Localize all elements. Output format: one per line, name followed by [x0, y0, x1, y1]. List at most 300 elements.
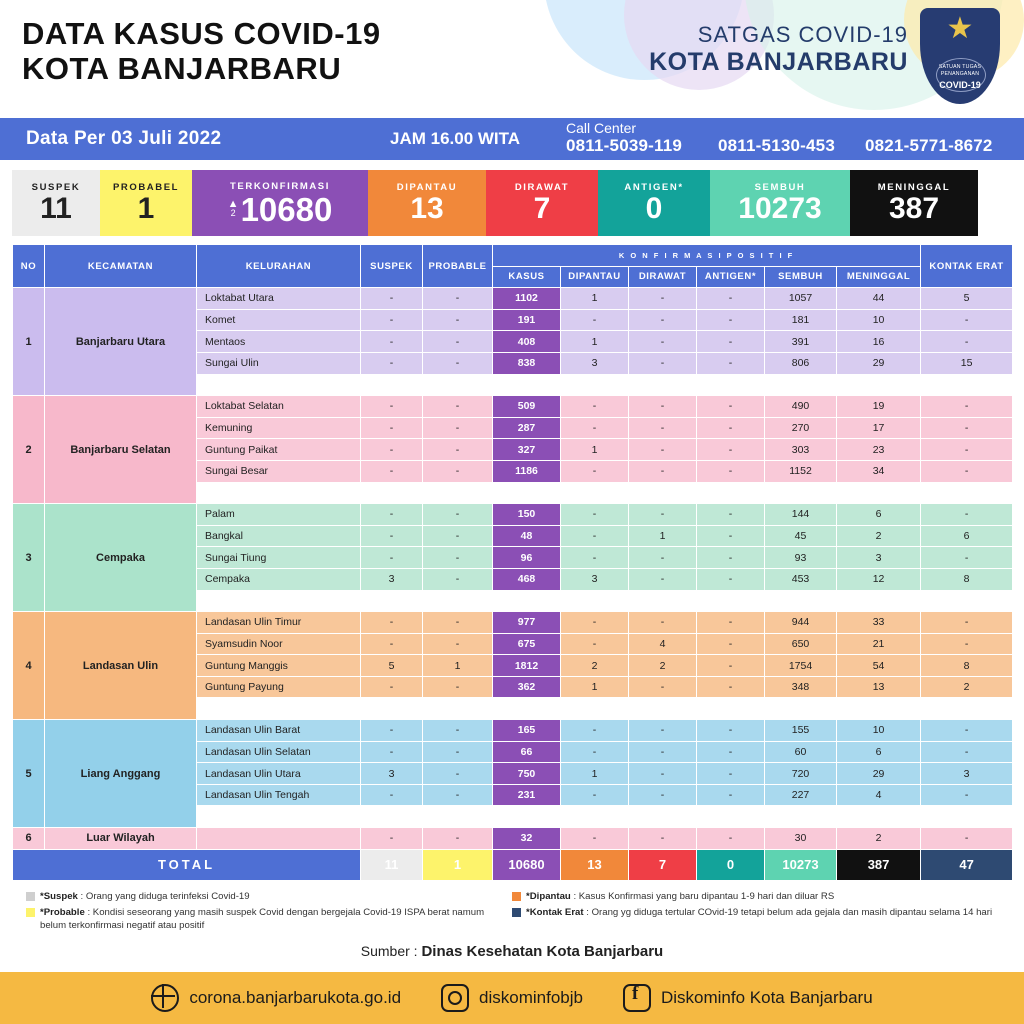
cell-meninggal: 54 [837, 655, 921, 677]
cell-sembuh: 1152 [765, 460, 837, 482]
cell-dirawat: - [629, 784, 697, 806]
cell-dipantau: 1 [561, 676, 629, 698]
th-antigen: ANTIGEN* [697, 266, 765, 288]
table-row [13, 396, 1013, 418]
cell-meninggal: 3 [837, 547, 921, 569]
legend-item [26, 891, 512, 904]
kecamatan-name: Landasan Ulin [45, 612, 197, 720]
kpi-label: SUSPEK [31, 182, 81, 193]
legend-text [40, 891, 250, 904]
cell-dipantau: - [561, 309, 629, 331]
facebook-icon [623, 984, 651, 1012]
kelurahan-name: Palam [197, 504, 361, 526]
cell-sembuh: 30 [765, 828, 837, 850]
row-number: 6 [13, 828, 45, 850]
kpi-value: 10680 [240, 190, 333, 228]
cell-probable: - [423, 612, 493, 634]
cell-suspek: - [361, 525, 423, 547]
total-dirawat: 7 [629, 849, 697, 880]
cell-kontak: - [921, 612, 1013, 634]
kpi-value: 1 [137, 192, 155, 225]
total-suspek: 11 [361, 849, 423, 880]
cell-suspek: - [361, 547, 423, 569]
cell-sembuh: 806 [765, 352, 837, 374]
cell-suspek: - [361, 331, 423, 353]
cell-antigen: - [697, 309, 765, 331]
legend-term: *Suspek [40, 890, 78, 902]
subtotal-probable: - [423, 590, 493, 612]
cell-dirawat: - [629, 460, 697, 482]
source-label: Sumber : [360, 943, 418, 960]
subtotal-kasus: 2539 [493, 374, 561, 396]
cell-sembuh: 45 [765, 525, 837, 547]
date-bar [0, 118, 1024, 160]
cell-kontak: - [921, 309, 1013, 331]
subtotal-antigen: - [697, 698, 765, 720]
kpi-label: PROBABEL [112, 182, 180, 193]
cell-suspek: - [361, 309, 423, 331]
cell-kasus: 750 [493, 763, 561, 785]
cell-antigen: - [697, 720, 765, 742]
subtotal-sembuh: 2435 [765, 374, 837, 396]
cell-kasus: 165 [493, 720, 561, 742]
th-kontak-erat: KONTAK ERAT [921, 245, 1013, 288]
cell-dipantau: - [561, 828, 629, 850]
cell-meninggal: 2 [837, 525, 921, 547]
row-number: 5 [13, 720, 45, 828]
subtotal-probable: - [423, 374, 493, 396]
cell-probable: - [423, 525, 493, 547]
subtotal-label: JUMLAH [197, 698, 361, 720]
logo-text-2: PENANGANAN [940, 71, 980, 77]
cell-suspek: - [361, 504, 423, 526]
cell-probable: - [423, 568, 493, 590]
cell-dirawat: - [629, 676, 697, 698]
subtotal-suspek: - [361, 482, 423, 504]
cell-probable: - [423, 352, 493, 374]
cell-antigen: - [697, 504, 765, 526]
cell-kontak: - [921, 396, 1013, 418]
subtotal-antigen: - [697, 482, 765, 504]
footer-instagram[interactable] [441, 984, 583, 1012]
subtotal-probable: 1 [423, 698, 493, 720]
total-kontak: 47 [921, 849, 1013, 880]
cell-kasus: 1102 [493, 288, 561, 310]
legend-term: *Dipantau [526, 890, 571, 902]
cell-dipantau: 1 [561, 288, 629, 310]
kelurahan-name: Guntung Paikat [197, 439, 361, 461]
cell-antigen: - [697, 331, 765, 353]
subtotal-kontak: 10 [921, 698, 1013, 720]
kpi-value: 13 [410, 192, 444, 225]
cell-dipantau: 3 [561, 568, 629, 590]
cell-meninggal: 17 [837, 417, 921, 439]
subtotal-meninggal: 93 [837, 482, 921, 504]
cell-meninggal: 44 [837, 288, 921, 310]
garuda-icon: ★ [946, 12, 974, 45]
cell-kasus: 48 [493, 525, 561, 547]
cell-dipantau: - [561, 396, 629, 418]
subtotal-sembuh: 735 [765, 590, 837, 612]
th-suspek: SUSPEK [361, 245, 423, 288]
cell-probable: - [423, 288, 493, 310]
subtotal-suspek: 3 [361, 806, 423, 828]
cell-dipantau: - [561, 547, 629, 569]
cell-probable: - [423, 676, 493, 698]
row-number: 1 [13, 288, 45, 396]
kpi-card-meninggal [850, 170, 978, 236]
cell-sembuh: 453 [765, 568, 837, 590]
logo-text-3: COVID-19 [939, 80, 981, 90]
kpi-card-probabel [100, 170, 192, 236]
cell-kontak: 2 [921, 676, 1013, 698]
kelurahan-name: Landasan Ulin Tengah [197, 784, 361, 806]
row-number: 4 [13, 612, 45, 720]
cell-dipantau: - [561, 460, 629, 482]
cell-probable: - [423, 547, 493, 569]
legend-desc: : Orang yang diduga terinfeksi Covid-19 [80, 890, 250, 902]
kelurahan-name: Loktabat Selatan [197, 396, 361, 418]
cell-suspek: - [361, 741, 423, 763]
cell-antigen: - [697, 396, 765, 418]
cell-sembuh: 303 [765, 439, 837, 461]
kelurahan-name: Guntung Payung [197, 676, 361, 698]
instagram-icon [441, 984, 469, 1012]
table-row [13, 288, 1013, 310]
cell-antigen: - [697, 417, 765, 439]
cell-dirawat: - [629, 288, 697, 310]
kelurahan-name: Syamsudin Noor [197, 633, 361, 655]
cell-probable: - [423, 331, 493, 353]
subtotal-kontak: 14 [921, 590, 1013, 612]
cell-antigen: - [697, 525, 765, 547]
total-antigen: 0 [697, 849, 765, 880]
satgas-line-1: SATGAS COVID-19 [697, 22, 908, 47]
legend-term: *Probable [40, 906, 85, 918]
legend-item [512, 891, 998, 904]
kpi-label: DIPANTAU [396, 182, 458, 193]
cell-dirawat: - [629, 309, 697, 331]
subtotal-dipantau: 1 [561, 806, 629, 828]
cell-kontak: 6 [921, 525, 1013, 547]
total-meninggal: 387 [837, 849, 921, 880]
subtotal-antigen: - [697, 590, 765, 612]
cell-kontak: 8 [921, 568, 1013, 590]
subtotal-kontak: - [921, 482, 1013, 504]
cell-meninggal: 10 [837, 720, 921, 742]
cell-sembuh: 144 [765, 504, 837, 526]
kpi-label: SEMBUH [754, 182, 806, 193]
subtotal-meninggal: 23 [837, 590, 921, 612]
kelurahan-name: Loktabat Utara [197, 288, 361, 310]
table-row [13, 612, 1013, 634]
cell-meninggal: 19 [837, 396, 921, 418]
cell-suspek: - [361, 417, 423, 439]
cell-dipantau: - [561, 504, 629, 526]
subtotal-kontak: 20 [921, 374, 1013, 396]
cell-suspek: - [361, 633, 423, 655]
kpi-label: MENINGGAL [877, 182, 951, 193]
kpi-card-suspek [12, 170, 100, 236]
cell-sembuh: 490 [765, 396, 837, 418]
legend-right [512, 891, 998, 936]
cell-suspek: - [361, 720, 423, 742]
cell-meninggal: 12 [837, 568, 921, 590]
cell-kontak: - [921, 828, 1013, 850]
subtotal-kasus: 3826 [493, 698, 561, 720]
cell-dirawat: - [629, 504, 697, 526]
cell-suspek: - [361, 828, 423, 850]
cell-meninggal: 33 [837, 612, 921, 634]
cell-antigen: - [697, 612, 765, 634]
cell-suspek: - [361, 676, 423, 698]
kpi-label: ANTIGEN* [624, 182, 684, 193]
kpi-value: 11 [40, 192, 72, 225]
kelurahan-name [197, 828, 361, 850]
th-meninggal: MENINGGAL [837, 266, 921, 288]
title-line-1: DATA KASUS COVID-19 [22, 16, 381, 51]
kelurahan-name: Guntung Manggis [197, 655, 361, 677]
th-dirawat: DIRAWAT [629, 266, 697, 288]
cell-probable: - [423, 417, 493, 439]
cell-dirawat: - [629, 396, 697, 418]
legend-desc: : Kondisi seseorang yang masih suspek Covid dengan bergejala Covid-19 ISPA berat namum belum terkonfirmasi negatif atau positif [40, 906, 485, 931]
cell-probable: - [423, 741, 493, 763]
cell-kontak: - [921, 547, 1013, 569]
cell-probable: 1 [423, 655, 493, 677]
subtotal-antigen: - [697, 374, 765, 396]
instagram-text: diskominfobjb [479, 988, 583, 1007]
cell-meninggal: 2 [837, 828, 921, 850]
cell-kontak: - [921, 331, 1013, 353]
cell-sembuh: 270 [765, 417, 837, 439]
header [0, 0, 1024, 118]
cell-dirawat: - [629, 417, 697, 439]
cell-sembuh: 60 [765, 741, 837, 763]
subtotal-probable: - [423, 806, 493, 828]
cell-antigen: - [697, 633, 765, 655]
legend-item [512, 907, 998, 920]
kpi-strip [12, 170, 1012, 236]
data-time: JAM 16.00 WITA [390, 129, 521, 148]
cell-dirawat: 1 [629, 525, 697, 547]
cell-antigen: - [697, 676, 765, 698]
kelurahan-name: Landasan Ulin Timur [197, 612, 361, 634]
cell-kontak: 8 [921, 655, 1013, 677]
cell-sembuh: 227 [765, 784, 837, 806]
table-row [13, 504, 1013, 526]
cell-meninggal: 29 [837, 763, 921, 785]
cell-suspek: - [361, 396, 423, 418]
cell-dirawat: - [629, 568, 697, 590]
logo-text-1: SATUAN TUGAS [938, 64, 982, 70]
th-probable: PROBABLE [423, 245, 493, 288]
cell-suspek: 3 [361, 763, 423, 785]
kpi-value-row [138, 194, 155, 224]
cell-sembuh: 391 [765, 331, 837, 353]
cell-kasus: 191 [493, 309, 561, 331]
legend-swatch [512, 908, 521, 917]
kecamatan-name: Liang Anggang [45, 720, 197, 828]
kpi-value-row [410, 194, 443, 224]
subtotal-meninggal: 121 [837, 698, 921, 720]
kelurahan-name: Sungai Tiung [197, 547, 361, 569]
cell-kasus: 150 [493, 504, 561, 526]
legend-text [40, 907, 512, 933]
cell-kasus: 1186 [493, 460, 561, 482]
subtotal-dirawat: - [629, 482, 697, 504]
kelurahan-name: Landasan Ulin Barat [197, 720, 361, 742]
kpi-label: TERKONFIRMASI [230, 180, 330, 192]
total-probable: 1 [423, 849, 493, 880]
cell-antigen: - [697, 460, 765, 482]
cell-kontak: - [921, 504, 1013, 526]
cell-kontak: - [921, 741, 1013, 763]
th-no: NO [13, 245, 45, 288]
total-row [13, 849, 1013, 880]
cell-probable: - [423, 309, 493, 331]
cell-meninggal: 4 [837, 784, 921, 806]
kpi-value-row [40, 194, 72, 224]
subtotal-sembuh: 3696 [765, 698, 837, 720]
cell-sembuh: 944 [765, 612, 837, 634]
kpi-value-row [227, 190, 333, 228]
satgas-logo [920, 8, 1002, 108]
cell-kasus: 509 [493, 396, 561, 418]
cell-kontak: - [921, 784, 1013, 806]
page-title [22, 16, 381, 87]
cell-kasus: 468 [493, 568, 561, 590]
cell-meninggal: 34 [837, 460, 921, 482]
subtotal-dipantau: 3 [561, 590, 629, 612]
kpi-card-antigen [598, 170, 710, 236]
kpi-value: 10273 [738, 192, 822, 225]
cell-meninggal: 13 [837, 676, 921, 698]
table-header-row-1 [13, 245, 1013, 267]
cell-kasus: 838 [493, 352, 561, 374]
cell-meninggal: 10 [837, 309, 921, 331]
footer-facebook[interactable] [623, 984, 873, 1012]
kelurahan-name: Sungai Besar [197, 460, 361, 482]
subtotal-kasus: 1212 [493, 806, 561, 828]
cell-sembuh: 720 [765, 763, 837, 785]
cell-kontak: - [921, 720, 1013, 742]
cell-kasus: 1812 [493, 655, 561, 677]
cell-suspek: - [361, 460, 423, 482]
cell-dipantau: - [561, 784, 629, 806]
kpi-value-row [646, 194, 663, 224]
cell-kasus: 327 [493, 439, 561, 461]
cell-dipantau: - [561, 525, 629, 547]
cell-kasus: 66 [493, 741, 561, 763]
satgas-line-2: KOTA BANJARBARU [649, 48, 908, 76]
cell-kasus: 408 [493, 331, 561, 353]
subtotal-dirawat: - [629, 806, 697, 828]
cell-antigen: - [697, 828, 765, 850]
arrow-up-icon: ▲ 2 [227, 198, 239, 218]
title-line-2: KOTA BANJARBARU [22, 51, 342, 87]
subtotal-kasus: 762 [493, 590, 561, 612]
cell-dipantau: 2 [561, 655, 629, 677]
kpi-value-row [889, 194, 939, 224]
cell-antigen: - [697, 568, 765, 590]
subtotal-antigen: - [697, 806, 765, 828]
total-label: TOTAL [13, 849, 361, 880]
subtotal-label: JUMLAH [197, 374, 361, 396]
cell-probable: - [423, 504, 493, 526]
legend-term: *Kontak Erat [526, 906, 584, 918]
cell-sembuh: 650 [765, 633, 837, 655]
cell-meninggal: 21 [837, 633, 921, 655]
cell-meninggal: 6 [837, 741, 921, 763]
subtotal-probable: - [423, 482, 493, 504]
cell-dirawat: 4 [629, 633, 697, 655]
cell-suspek: 5 [361, 655, 423, 677]
cell-dirawat: - [629, 331, 697, 353]
cell-meninggal: 6 [837, 504, 921, 526]
legend-text [526, 907, 992, 920]
total-sembuh: 10273 [765, 849, 837, 880]
kecamatan-name: Cempaka [45, 504, 197, 612]
kelurahan-name: Cempaka [197, 568, 361, 590]
kelurahan-name: Landasan Ulin Selatan [197, 741, 361, 763]
cell-suspek: - [361, 352, 423, 374]
cell-dipantau: - [561, 612, 629, 634]
subtotal-suspek: - [361, 374, 423, 396]
legend-swatch [512, 892, 521, 901]
cell-kontak: - [921, 439, 1013, 461]
kelurahan-name: Komet [197, 309, 361, 331]
cell-dirawat: - [629, 352, 697, 374]
cell-antigen: - [697, 439, 765, 461]
footer [0, 972, 1024, 1024]
cell-dipantau: - [561, 741, 629, 763]
data-date: Data Per 03 Juli 2022 [26, 128, 222, 149]
subtotal-meninggal: 49 [837, 806, 921, 828]
source-line [0, 943, 1024, 960]
cell-probable: - [423, 460, 493, 482]
subtotal-label: JUMLAH [197, 806, 361, 828]
cell-probable: - [423, 784, 493, 806]
legend [26, 891, 998, 936]
th-dipantau: DIPANTAU [561, 266, 629, 288]
cell-dipantau: 3 [561, 352, 629, 374]
call-center-phone-1: 0811-5039-119 [566, 136, 683, 155]
cell-kasus: 287 [493, 417, 561, 439]
cell-antigen: - [697, 763, 765, 785]
cell-probable: - [423, 828, 493, 850]
cell-suspek: - [361, 288, 423, 310]
kecamatan-name: Luar Wilayah [45, 828, 197, 850]
subtotal-kasus: 2309 [493, 482, 561, 504]
globe-icon [151, 984, 179, 1012]
cell-kasus: 977 [493, 612, 561, 634]
cell-suspek: - [361, 784, 423, 806]
cell-antigen: - [697, 655, 765, 677]
cell-kasus: 96 [493, 547, 561, 569]
kpi-value: 387 [888, 192, 940, 225]
cell-antigen: - [697, 352, 765, 374]
subtotal-suspek: 3 [361, 590, 423, 612]
total-kasus: 10680 [493, 849, 561, 880]
cell-kasus: 231 [493, 784, 561, 806]
call-center-label: Call Center [566, 120, 637, 136]
kelurahan-name: Landasan Ulin Utara [197, 763, 361, 785]
table-row [13, 828, 1013, 850]
footer-website[interactable] [151, 984, 401, 1012]
subtotal-label: JUMLAH [197, 482, 361, 504]
cell-dipantau: - [561, 417, 629, 439]
